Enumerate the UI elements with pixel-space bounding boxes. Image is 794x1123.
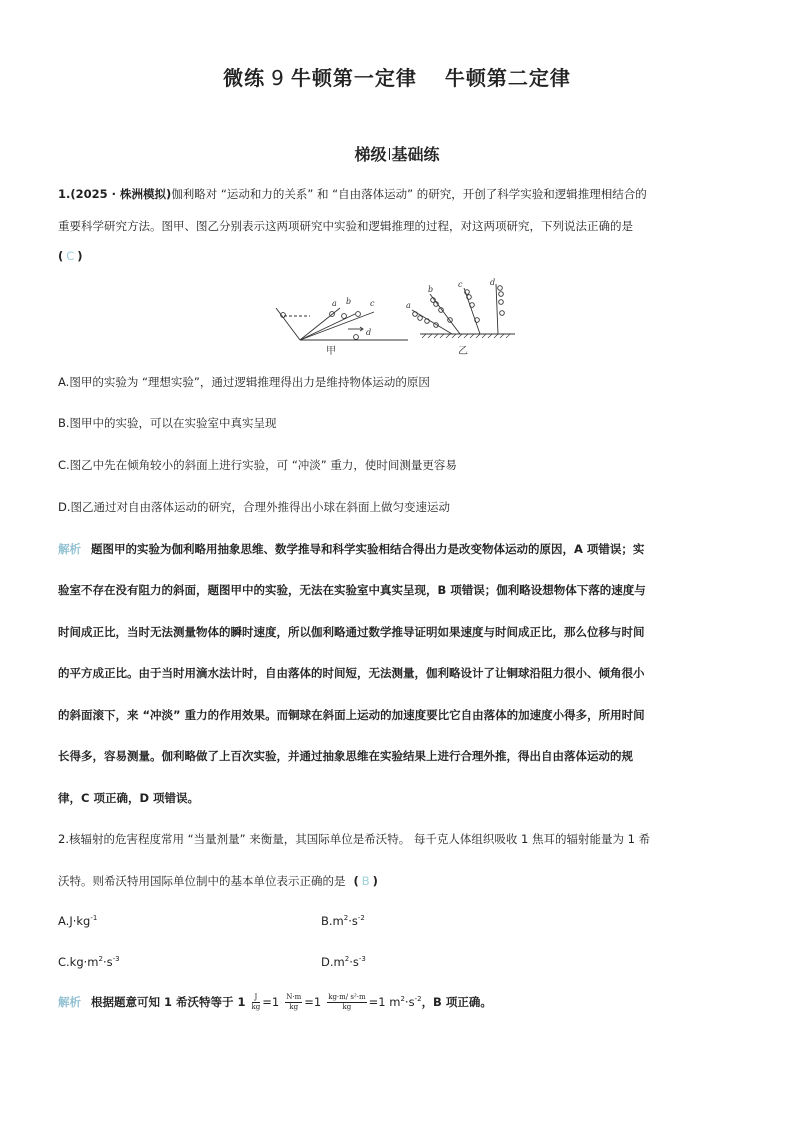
q1-line1 xyxy=(58,186,647,202)
title-prefix: 微练 xyxy=(223,66,266,90)
q1-answer-letter: C xyxy=(66,249,75,263)
yi-slope-c xyxy=(464,288,480,334)
q1-option-d: D.图乙通过对自由落体运动的研究，合理外推得出小球在斜面上做匀变速运动 xyxy=(58,500,451,514)
title-part2: 牛顿第二定律 xyxy=(444,66,571,90)
q2-fraction-2: $\frac{N\cdot m}{kg}$ xyxy=(286,993,302,1011)
q1-option-c: C.图乙中先在倾角较小的斜面上进行实验，可 “冲淡” 重力，使时间测量更容易 xyxy=(58,458,457,472)
section-divider xyxy=(389,148,390,160)
q1-analysis-tag: 解析 xyxy=(58,542,81,556)
yi-slope-b xyxy=(430,294,460,334)
q2-answer: ( B ) xyxy=(353,874,378,888)
q2-analysis-tag: 解析 xyxy=(58,995,81,1009)
jia-letter-b: b xyxy=(346,297,352,306)
q2-fraction-1: $\frac{J}{kg}$ xyxy=(251,993,261,1011)
jia-letter-a: a xyxy=(332,299,337,308)
title-part1: 牛顿第一定律 xyxy=(290,66,417,90)
yi-letter-d: d xyxy=(490,278,496,287)
q1-option-b: B.图甲中的实验，可以在实验室中真实呈现 xyxy=(58,416,277,430)
q2-answer-letter: B xyxy=(361,874,370,888)
jia-slope-c xyxy=(300,312,374,340)
q2-stem-line1: 2.核辐射的危害程度常用 “当量剂量” 来衡量，其国际单位是希沃特。 每千克人体组织吸收 1 焦耳的辐射能量为 1 希 xyxy=(58,832,651,846)
page-title xyxy=(0,62,794,91)
jia-letter-d: d xyxy=(366,328,372,337)
q2-fraction-3: $\frac{\text{kg·m/ s²·m}}{kg}$ xyxy=(328,993,366,1011)
jia-ball-c xyxy=(356,312,361,317)
q1-answer: ( C ) xyxy=(58,249,83,263)
q1-analysis-line1: 解析 题图甲的实验为伽利略用抽象思维、数学推导和科学实验相结合得出力是改变物体运动的原因，A 项错误；实 xyxy=(58,542,645,556)
yi-letter-c: c xyxy=(458,280,463,289)
q2-option-c: $C.kg\cdot m^2\cdot s^{-3}$ xyxy=(58,955,120,969)
q2-analysis: 解析 根据题意可知 1 希沃特等于 1 $\frac{J}{kg}$ =1 $\frac{N\cdot m}{kg}$ =1 $\frac{\text{kg·m/ s²·m}}{kg}$ =1 $m^2\cdot s^{-2}$，B 项正确。 xyxy=(58,993,492,1011)
q1-analysis-line6: 长得多，容易测量。伽利略做了上百次实验，并通过抽象思维在实验结果上进行合理外推，得出自由落体运动的规 xyxy=(58,749,633,763)
q1-stem-line2: 重要科学研究方法。图甲、图乙分别表示这两项研究中实验和逻辑推理的过程，对这两项研究，下列说法正确的是 xyxy=(58,219,633,233)
figure-label-yi: 乙 xyxy=(458,346,468,357)
figure-jia xyxy=(276,308,408,340)
q1-analysis-line5: 的斜面滚下，来 “冲淡” 重力的作用效果。而铜球在斜面上运动的加速度要比它自由落体的加速度小得多，所用时间 xyxy=(58,708,645,722)
yi-letter-b: b xyxy=(428,285,434,294)
q1-analysis-line7: 律，C 项正确，D 项错误。 xyxy=(58,791,199,805)
jia-letters xyxy=(332,297,375,337)
jia-ball-d xyxy=(354,335,359,340)
q2-stem-line2: 沃特。则希沃特用国际单位制中的基本单位表示正确的是 ( B ) xyxy=(58,874,378,888)
q1-analysis-line4: 的平方成正比。由于当时用滴水法计时，自由落体的时间短，无法测量，伽利略设计了让铜球沿阻力很小、倾角很小 xyxy=(58,666,645,680)
q1-source: (2025 · 株洲模拟) xyxy=(70,187,172,201)
yi-slope-d xyxy=(496,284,498,334)
q1-figure xyxy=(270,278,520,360)
q1-analysis-line3: 时间成正比，当时无法测量物体的瞬时速度，所以伽利略通过数学推导证明如果速度与时间成正比，那么位移与时间 xyxy=(58,625,645,639)
jia-ball-b xyxy=(342,314,347,319)
section-right: 基础练 xyxy=(391,145,440,164)
jia-left-slope xyxy=(276,308,300,340)
jia-letter-c: c xyxy=(370,299,375,308)
q2-option-d: $D.m^2\cdot s^{-3}$ xyxy=(321,955,366,969)
yi-letters xyxy=(406,278,495,310)
q2-option-b: $B.m^2\cdot s^{-2}$ xyxy=(321,914,365,928)
q1-analysis-line2: 验室不存在没有阻力的斜面，题图甲中的实验，无法在实验室中真实呈现，B 项错误；伽利略设想物体下落的速度与 xyxy=(58,583,646,597)
section-left: 梯级 xyxy=(354,145,387,164)
yi-letter-a: a xyxy=(406,301,411,310)
q1-option-a: A.图甲的实验为 “理想实验”，通过逻辑推理得出力是维持物体运动的原因 xyxy=(58,375,430,389)
q1-stem-line1: 伽利略对 “运动和力的关系” 和 “自由落体运动” 的研究，开创了科学实验和逻辑推理相结合的 xyxy=(171,187,647,201)
q2-option-a: $A.J\cdot kg^{-1}$ xyxy=(58,914,98,928)
figure-label-jia: 甲 xyxy=(326,346,336,357)
title-number: 9 xyxy=(271,66,285,90)
yi-hatch xyxy=(422,334,510,338)
yi-slope-a xyxy=(412,310,452,334)
section-heading xyxy=(0,142,794,165)
q1-number: 1. xyxy=(58,187,71,201)
